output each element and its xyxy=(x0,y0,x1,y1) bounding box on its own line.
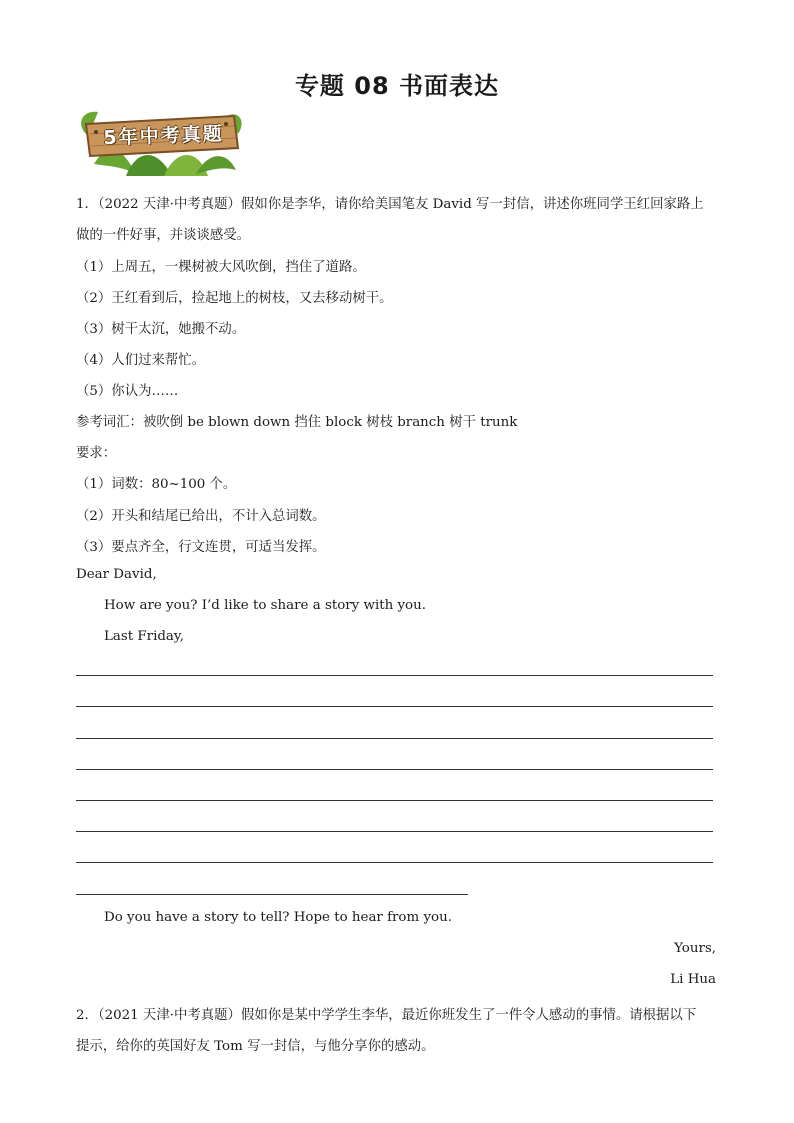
q1-point-5: （5）你认为…… xyxy=(76,384,179,399)
letter-start: Last Friday, xyxy=(104,629,184,644)
q1-point-3: （3）树干太沉，她搬不动。 xyxy=(76,322,246,337)
answer-line-short[interactable] xyxy=(76,894,468,895)
letter-signoff: Yours, xyxy=(674,941,716,956)
q1-intro-line1: 1．（2022 天津·中考真题）假如你是李华，请你给美国笔友 David 写一封信，讲述你班同学王红回家路上 xyxy=(76,197,704,212)
answer-line[interactable] xyxy=(76,675,713,676)
q1-intro-line2: 做的一件好事，并谈谈感受。 xyxy=(76,228,251,243)
letter-salutation: Dear David, xyxy=(76,567,157,582)
q1-point-2: （2）王红看到后，捡起地上的树枝，又去移动树干。 xyxy=(76,291,393,306)
q1-point-4: （4）人们过来帮忙。 xyxy=(76,353,206,368)
page-title: 专题 08 书面表达 xyxy=(294,72,500,100)
q1-vocab: 参考词汇：被吹倒 be blown down 挡住 block 树枝 branch 树干 trunk xyxy=(76,415,518,430)
answer-line[interactable] xyxy=(76,862,713,863)
q2-intro-line1: 2．（2021 天津·中考真题）假如你是某中学学生李华，最近你班发生了一件令人感动的事情。请根据以下 xyxy=(76,1008,697,1023)
answer-line[interactable] xyxy=(76,769,713,770)
q1-requirement-3: （3）要点齐全，行文连贯，可适当发挥。 xyxy=(76,540,326,555)
badge-label: 5年中考真题 xyxy=(103,122,225,150)
answer-line[interactable] xyxy=(76,706,713,707)
q1-requirement-1: （1）词数：80~100 个。 xyxy=(76,477,237,492)
q1-requirements-heading: 要求： xyxy=(76,446,117,461)
q2-intro-line2: 提示，给你的英国好友 Tom 写一封信，与他分享你的感动。 xyxy=(76,1039,435,1054)
section-badge xyxy=(76,104,246,180)
letter-closing: Do you have a story to tell? Hope to hear from you. xyxy=(104,910,452,925)
answer-line[interactable] xyxy=(76,831,713,832)
letter-signature: Li Hua xyxy=(670,972,716,987)
q1-requirement-2: （2）开头和结尾已给出，不计入总词数。 xyxy=(76,509,326,524)
letter-opening: How are you? I’d like to share a story with you. xyxy=(104,598,426,613)
answer-line[interactable] xyxy=(76,800,713,801)
answer-line[interactable] xyxy=(76,738,713,739)
q1-point-1: （1）上周五，一棵树被大风吹倒，挡住了道路。 xyxy=(76,260,366,275)
